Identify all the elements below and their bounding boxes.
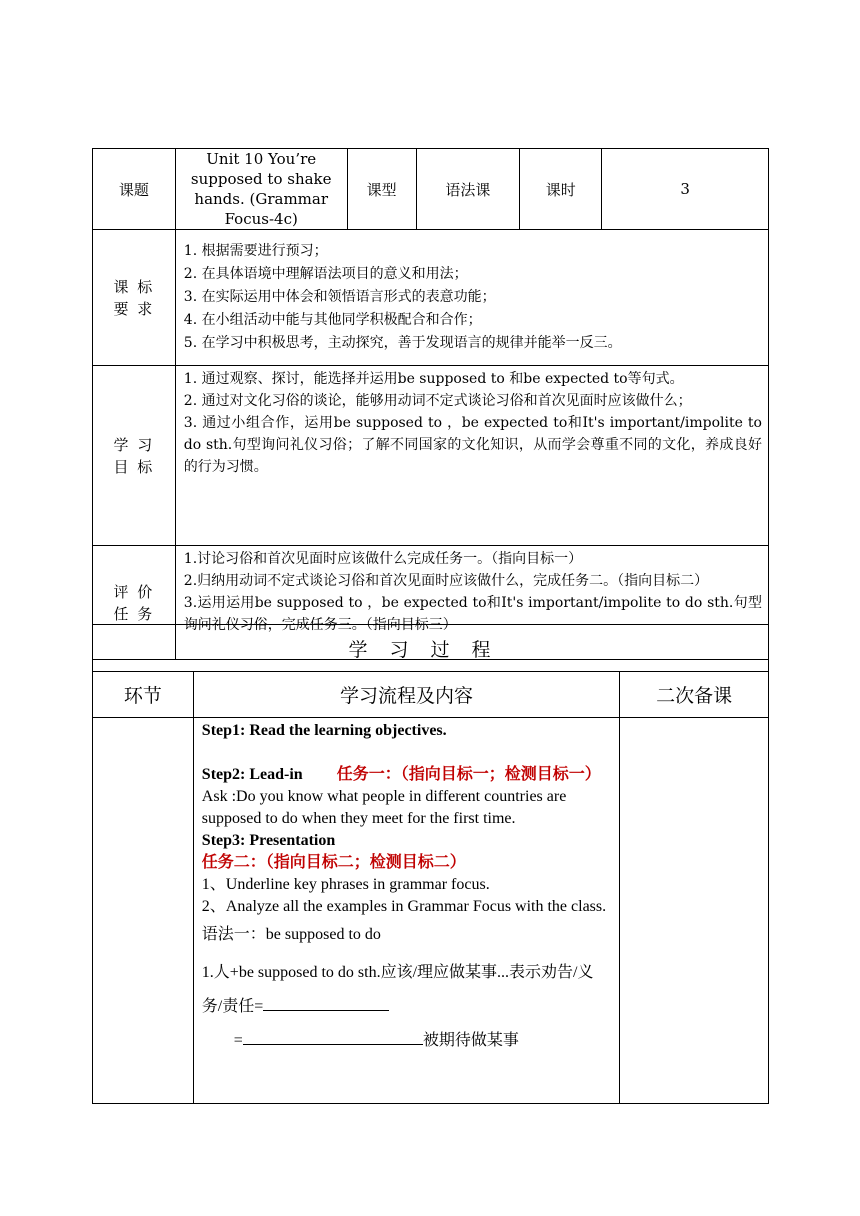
period-value: 3	[602, 149, 769, 230]
objectives-content	[175, 366, 768, 546]
lesson-header-row	[93, 149, 769, 230]
rule1-text: 1.人+be supposed to do sth.应该/理应做某事...表示劝告/义务/责任=	[201, 964, 594, 1015]
type-value: 语法课	[416, 149, 520, 230]
step2-ask: Ask :Do you know what people in different countries are supposed to do when they meet for the first time.	[201, 788, 567, 827]
objectives-label-cell	[93, 366, 176, 546]
objective-item: 2. 通过对文化习俗的谈论，能够用动词不定式谈论习俗和首次见面时应该做什么；	[183, 393, 692, 409]
process-table	[92, 624, 769, 1104]
tasks-label: 评 价 任 务	[113, 582, 155, 623]
standard-item: 1. 根据需要进行预习；	[183, 243, 328, 259]
grammar1-title: 语法一：be supposed to do	[201, 926, 381, 943]
period-label: 课时	[520, 149, 602, 230]
task-item: 1.讨论习俗和首次见面时应该做什么完成任务一。（指向目标一）	[183, 551, 583, 567]
step3-task: 任务二：（指向目标二；检测目标二）	[201, 854, 466, 871]
content-cell	[193, 718, 620, 1104]
standards-label: 课 标 要 求	[113, 277, 155, 318]
standard-item: 4. 在小组活动中能与其他同学积极配合和合作；	[183, 312, 482, 328]
topic-label: 课题	[93, 149, 176, 230]
step2-task: 任务一：（指向目标一；检测目标一）	[336, 766, 601, 783]
col-content-header: 学习流程及内容	[193, 672, 620, 718]
topic-value: Unit 10 You’re supposed to shake hands. (Grammar Focus-4c)	[175, 149, 347, 230]
type-label: 课型	[347, 149, 416, 230]
standards-row	[93, 230, 769, 366]
process-title-row	[93, 625, 769, 672]
rule1-blank[interactable]	[263, 996, 389, 1011]
step3-item1: 1、Underline key phrases in grammar focus.	[201, 876, 490, 893]
process-header-row	[93, 672, 769, 718]
step3-title: Step3: Presentation	[201, 832, 336, 849]
standards-label-cell	[93, 230, 176, 366]
notes-cell	[620, 718, 769, 1104]
step1-text: Step1: Read the learning objectives.	[201, 722, 447, 739]
col-notes-header: 二次备课	[620, 672, 769, 718]
standard-item: 3. 在实际运用中体会和领悟语言形式的表意功能；	[183, 289, 496, 305]
rule2-prefix: =	[233, 1032, 243, 1049]
standard-item: 5. 在学习中积极思考，主动探究，善于发现语言的规律并能举一反三。	[183, 335, 622, 351]
rule2-suffix: 被期待做某事	[422, 1032, 519, 1049]
objective-item: 1. 通过观察、探讨，能选择并运用be supposed to 和be expected to等句式。	[183, 371, 684, 387]
process-body-row	[93, 718, 769, 1104]
objectives-label: 学 习 目 标	[113, 435, 155, 476]
task-item: 2.归纳用动词不定式谈论习俗和首次见面时应该做什么，完成任务二。（指向目标二）	[183, 573, 709, 589]
col-stage-header: 环节	[93, 672, 194, 718]
lesson-info-table	[92, 148, 769, 660]
objectives-row	[93, 366, 769, 546]
task-item: 3.运用运用be supposed to ，be expected to和It's important/impolite to do sth.句型询问礼仪习俗，完成任务三。（指向目标三）	[183, 595, 762, 633]
standards-content	[175, 230, 768, 366]
step3-item2: 2、Analyze all the examples in Grammar Focus with the class.	[201, 898, 607, 915]
process-title: 学习过程	[93, 625, 769, 672]
stage-cell	[93, 718, 194, 1104]
standard-item: 2. 在具体语境中理解语法项目的意义和用法；	[183, 266, 468, 282]
rule2-blank[interactable]	[243, 1030, 423, 1045]
step2-title: Step2: Lead-in	[201, 766, 303, 783]
objective-item: 3. 通过小组合作，运用be supposed to ，be expected to和It's important/impolite to do sth.句型询问礼仪习俗；了解不同国家的文化知识，从而学会尊重不同的文化，养成良好的行为习惯。	[183, 415, 762, 475]
